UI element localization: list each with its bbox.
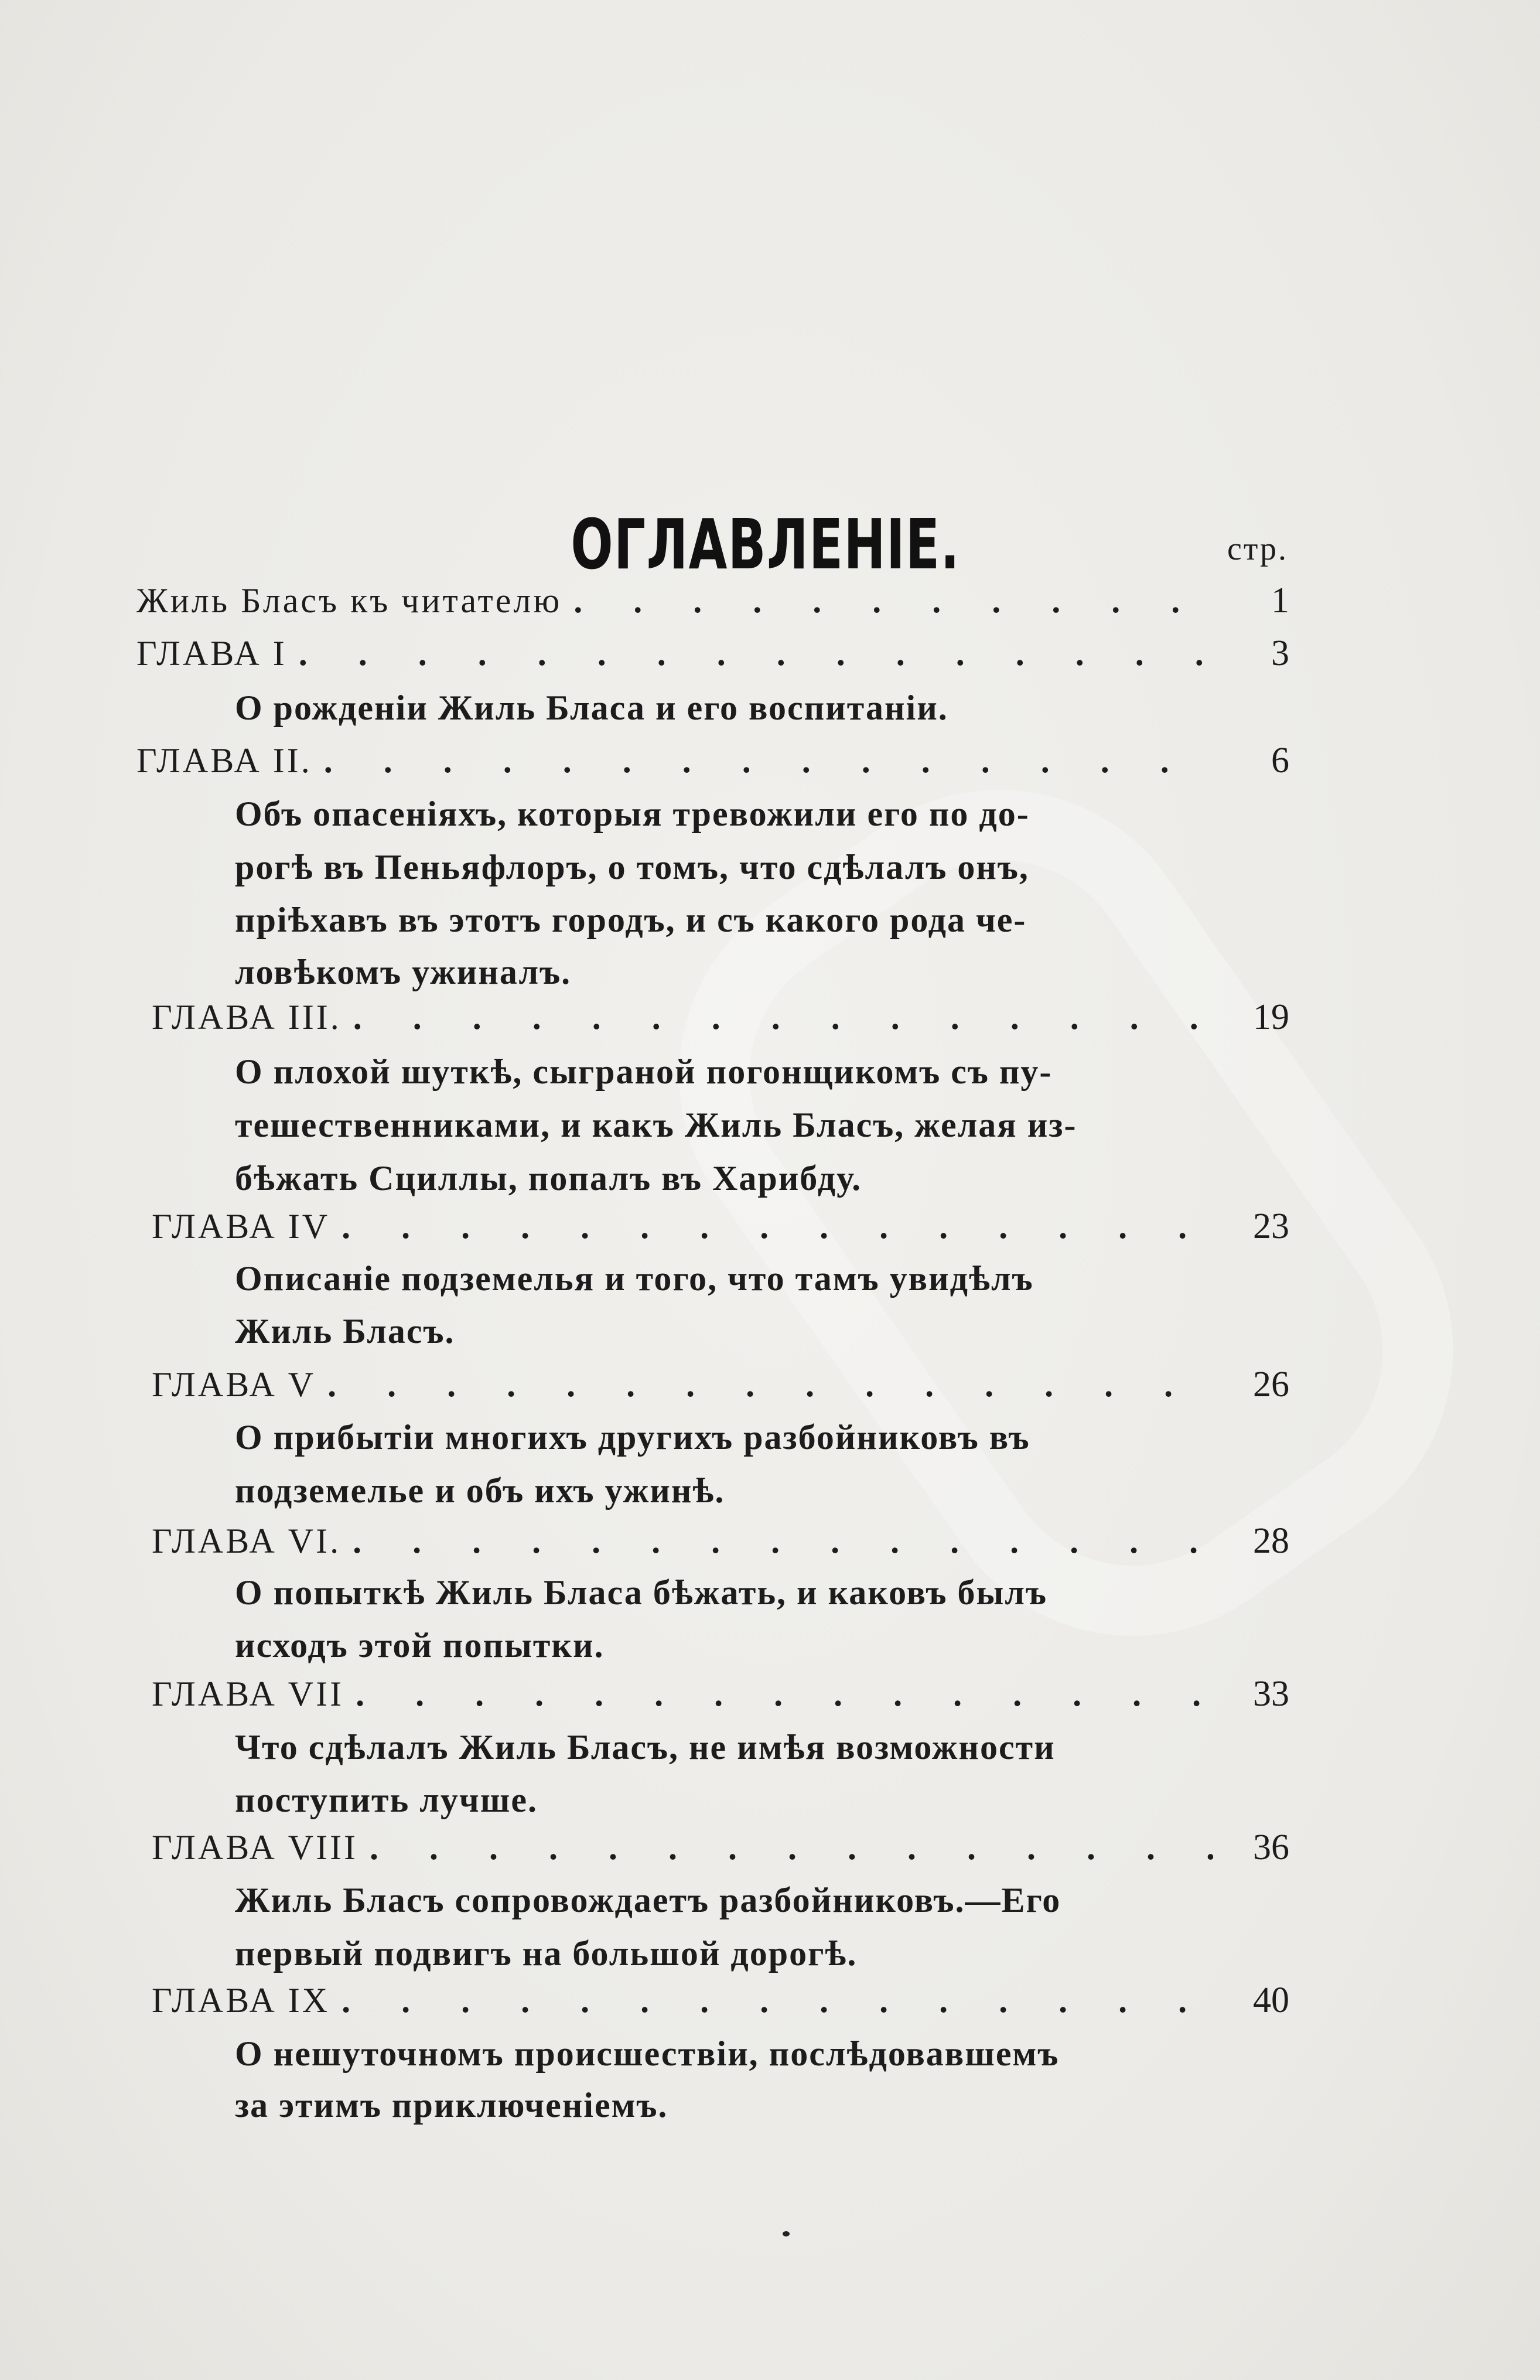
page-number: 26 bbox=[1253, 1365, 1289, 1404]
chapter-description-line: пріѣхавъ въ этотъ городъ, и съ какого рода че- bbox=[235, 901, 1027, 939]
chapter-description-line: ловѣкомъ ужиналъ. bbox=[235, 953, 572, 991]
chapter-description-line: Объ опасеніяхъ, которыя тревожили его по до- bbox=[235, 795, 1030, 833]
page-column-header: стр. bbox=[1227, 531, 1288, 567]
page-number: 6 bbox=[1271, 741, 1289, 780]
chapter-description-line: О рожденіи Жиль Бласа и его воспитаніи. bbox=[235, 688, 948, 727]
toc-entry[interactable] bbox=[152, 1977, 1289, 2024]
chapter-description-line: первый подвигъ на большой дорогѣ. bbox=[235, 1934, 858, 1973]
chapter-description-line: О плохой шуткѣ, сыграной погонщикомъ съ пу- bbox=[235, 1052, 1053, 1091]
chapter-description-line: тешественниками, и какъ Жиль Бласъ, желая из- bbox=[235, 1106, 1077, 1144]
toc-entry[interactable] bbox=[136, 630, 1289, 677]
toc-entry[interactable] bbox=[152, 1361, 1289, 1408]
chapter-description-line: Жиль Бласъ. bbox=[235, 1312, 455, 1351]
toc-entry[interactable] bbox=[152, 994, 1289, 1041]
chapter-description-line: О нешуточномъ происшествіи, послѣдовавшемъ bbox=[235, 2034, 1060, 2073]
toc-entry[interactable] bbox=[152, 1518, 1289, 1564]
page-number: 23 bbox=[1253, 1206, 1289, 1246]
chapter-description-line: поступить лучше. bbox=[235, 1781, 538, 1819]
chapter-description-line: за этимъ приключеніемъ. bbox=[235, 2086, 668, 2125]
chapter-description-line: О попыткѣ Жиль Бласа бѣжать, и каковъ былъ bbox=[235, 1573, 1047, 1612]
page-number: 33 bbox=[1253, 1674, 1289, 1714]
chapter-description-line: рогѣ въ Пеньяфлоръ, о томъ, что сдѣлалъ онъ, bbox=[235, 848, 1029, 886]
entry-label: ГЛАВА V bbox=[152, 1365, 316, 1404]
chapter-description-line: бѣжать Сциллы, попалъ въ Харибду. bbox=[235, 1159, 862, 1198]
chapter-description-line: О прибытіи многихъ другихъ разбойниковъ въ bbox=[235, 1418, 1030, 1457]
dot-leader bbox=[573, 577, 1213, 624]
chapter-description-line: исходъ этой попытки. bbox=[235, 1626, 605, 1665]
dot-leader bbox=[327, 1361, 1213, 1408]
page-number: 19 bbox=[1253, 997, 1289, 1037]
entry-label: ГЛАВА II. bbox=[136, 741, 312, 780]
ink-speck bbox=[783, 2231, 790, 2236]
chapter-description-line: Описаніе подземелья и того, что тамъ увидѣлъ bbox=[235, 1259, 1034, 1298]
dot-leader bbox=[324, 737, 1213, 784]
entry-label: ГЛАВА III. bbox=[152, 998, 342, 1036]
toc-entry[interactable] bbox=[152, 1203, 1289, 1250]
page-title: ОГЛАВЛЕНІЕ. bbox=[571, 504, 961, 585]
dot-leader bbox=[356, 1670, 1213, 1717]
chapter-description-line: Что сдѣлалъ Жиль Бласъ, не имѣя возможности bbox=[235, 1728, 1056, 1767]
entry-label: ГЛАВА IV bbox=[152, 1207, 330, 1246]
page-number: 3 bbox=[1271, 633, 1289, 673]
toc-entry[interactable] bbox=[152, 1824, 1289, 1871]
dot-leader bbox=[353, 1518, 1213, 1564]
page-number: 36 bbox=[1253, 1827, 1289, 1867]
entry-label: ГЛАВА I bbox=[136, 634, 287, 673]
dot-leader bbox=[299, 630, 1213, 677]
chapter-description-line: Жиль Бласъ сопровождаетъ разбойниковъ.—Его bbox=[235, 1881, 1061, 1919]
toc-entry[interactable] bbox=[136, 577, 1289, 624]
toc-entry[interactable] bbox=[152, 1670, 1289, 1717]
page-number: 1 bbox=[1271, 581, 1289, 620]
dot-leader bbox=[342, 1203, 1213, 1250]
dot-leader bbox=[370, 1824, 1213, 1871]
entry-label: ГЛАВА IX bbox=[152, 1981, 330, 2020]
entry-label: ГЛАВА VI. bbox=[152, 1522, 342, 1560]
dot-leader bbox=[342, 1977, 1213, 2024]
entry-label: ГЛАВА VII bbox=[152, 1675, 344, 1713]
toc-entry[interactable] bbox=[136, 737, 1289, 784]
entry-label: ГЛАВА VIII bbox=[152, 1828, 358, 1867]
dot-leader bbox=[353, 994, 1213, 1041]
entry-label: Жиль Бласъ къ читателю bbox=[136, 581, 562, 620]
page-number: 28 bbox=[1253, 1521, 1289, 1561]
chapter-description-line: подземелье и объ ихъ ужинѣ. bbox=[235, 1471, 725, 1510]
page-number: 40 bbox=[1253, 1980, 1289, 2020]
